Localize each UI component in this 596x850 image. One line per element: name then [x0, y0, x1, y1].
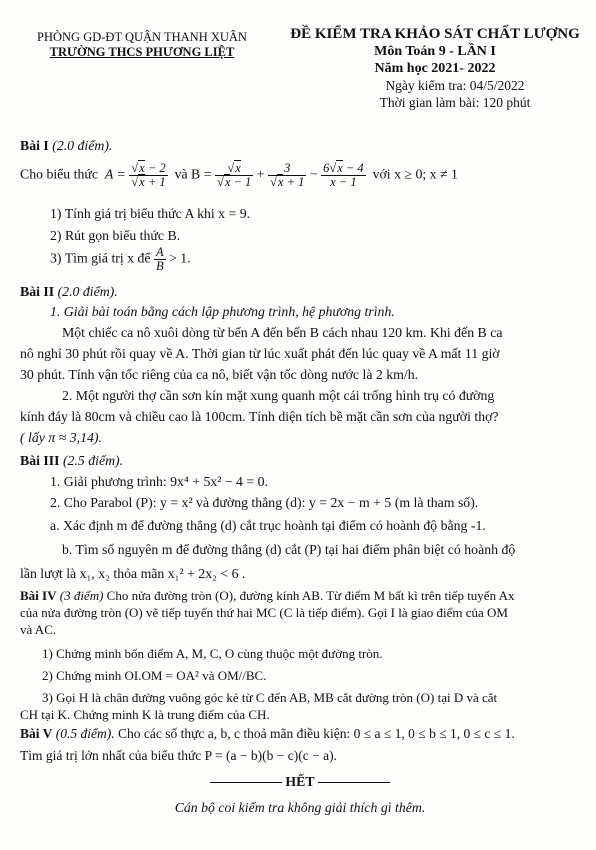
bai5-l1: Bài V (0.5 điểm). Cho các số thực a, b, c thoả mãn điều kiện: 0 ≤ a ≤ 1, 0 ≤ b ≤ 1, 0 ≤ c ≤ 1. [20, 726, 515, 741]
bai1-q1: 1) Tính giá trị biểu thức A khi x = 9. [50, 206, 251, 221]
bai4-q2: 2) Chứng minh OI.OM = OA² và OM//BC. [42, 668, 267, 683]
exam-title: ĐỀ KIỂM TRA KHẢO SÁT CHẤT LƯỢNG [290, 26, 580, 42]
bai4-l2: của nửa đường tròn (O) vẽ tiếp tuyến thứ hai MC (C là tiếp điểm). Gọi I là giao điểm của OM [20, 605, 508, 620]
bai1-heading: Bài I (2.0 điểm). [20, 138, 113, 153]
bai1-q3: 3) Tìm giá trị x để $\frac{A}{B}$ > 1. [50, 245, 191, 273]
bai4-l1: Bài IV (3 điểm) Cho nửa đường tròn (O), đường kính AB. Từ điểm M bất kì trên tiếp tuyến Ax [20, 588, 515, 603]
bai1-q2: 2) Rút gọn biểu thức B. [50, 228, 181, 243]
exam-subject: Môn Toán 9 - LẦN I [374, 44, 496, 59]
bai3-q1: 1. Giải phương trình: 9x⁴ + 5x² − 4 = 0. [50, 474, 268, 489]
exam-duration: Thời gian làm bài: 120 phút [379, 95, 531, 110]
bai3-heading: Bài III (2.5 điểm). [20, 453, 124, 468]
end-marker: HẾT [20, 774, 580, 790]
bai3-qb2: lần lượt là x₁, x₂ thỏa mãn x₁² + 2x₂ < 6 . [20, 566, 246, 581]
bai4-q3b: CH tại K. Chứng minh K là trung điểm của CH. [20, 707, 270, 722]
bai3-qb1: b. Tìm số nguyên m để đường thẳng (d) cắt (P) tại hai điểm phân biệt có hoành độ [62, 542, 516, 557]
bai2-heading: Bài II (2.0 điểm). [20, 284, 118, 299]
department-name: PHÒNG GD-ĐT QUẬN THANH XUÂN [37, 30, 247, 44]
bai2-l5: kính đáy là 80cm và chiều cao là 100cm. Tính diện tích bề mặt cần sơn của người thợ? [20, 409, 499, 424]
school-name: TRƯỜNG THCS PHƯƠNG LIỆT [49, 45, 235, 59]
bai4-q1: 1) Chứng minh bốn điểm A, M, C, O cùng thuộc một đường tròn. [42, 646, 383, 661]
footer-note: Cán bộ coi kiểm tra không giải thích gì thêm. [174, 800, 426, 815]
bai4-l3: và AC. [20, 622, 57, 637]
bai2-l6: ( lấy π ≈ 3,14). [20, 430, 102, 445]
bai2-l3: 30 phút. Tính vận tốc riêng của ca nô, biết vận tốc dòng nước là 2 km/h. [20, 367, 419, 382]
bai1-expression: Cho biểu thức A = $\frac{√x - 2}{√x + 1}$ và B = $\frac{√x}{√x - 1}$ + $\frac{3}{√x + 1}$ − $\frac{6√x - 4}{x - 1}$ với x ≥ 0; x ≠ 1 [20, 161, 458, 189]
bai2-l2: nô nghỉ 30 phút rồi quay về A. Thời gian từ lúc xuất phát đến lúc quay về A mất 11 giờ [20, 346, 500, 361]
bai2-p1: 1. Giải bài toán bằng cách lập phương trình, hệ phương trình. [50, 304, 395, 319]
header-left [22, 30, 262, 60]
header-right [290, 26, 580, 111]
bai4-q3a: 3) Gọi H là chân đường vuông góc kẻ từ C đến AB, MB cắt đường tròn (O) tại D và cắt [42, 690, 498, 705]
bai2-l4: 2. Một người thợ cần sơn kín mặt xung quanh một cái trống hình trụ có đường [62, 388, 495, 403]
bai2-l1: Một chiếc ca nô xuôi dòng từ bến A đến bến B cách nhau 120 km. Khi đến B ca [62, 325, 503, 340]
exam-date: Ngày kiểm tra: 04/5/2022 [385, 78, 525, 93]
exam-year: Năm học 2021- 2022 [374, 61, 496, 76]
bai3-q2: 2. Cho Parabol (P): y = x² và đường thẳng (d): y = 2x − m + 5 (m là tham số). [50, 495, 479, 510]
bai3-qa: a. Xác định m để đường thẳng (d) cắt trục hoành tại điểm có hoành độ bằng -1. [50, 518, 486, 533]
bai5-l2: Tìm giá trị lớn nhất của biểu thức P = (a − b)(b − c)(c − a). [20, 748, 337, 763]
